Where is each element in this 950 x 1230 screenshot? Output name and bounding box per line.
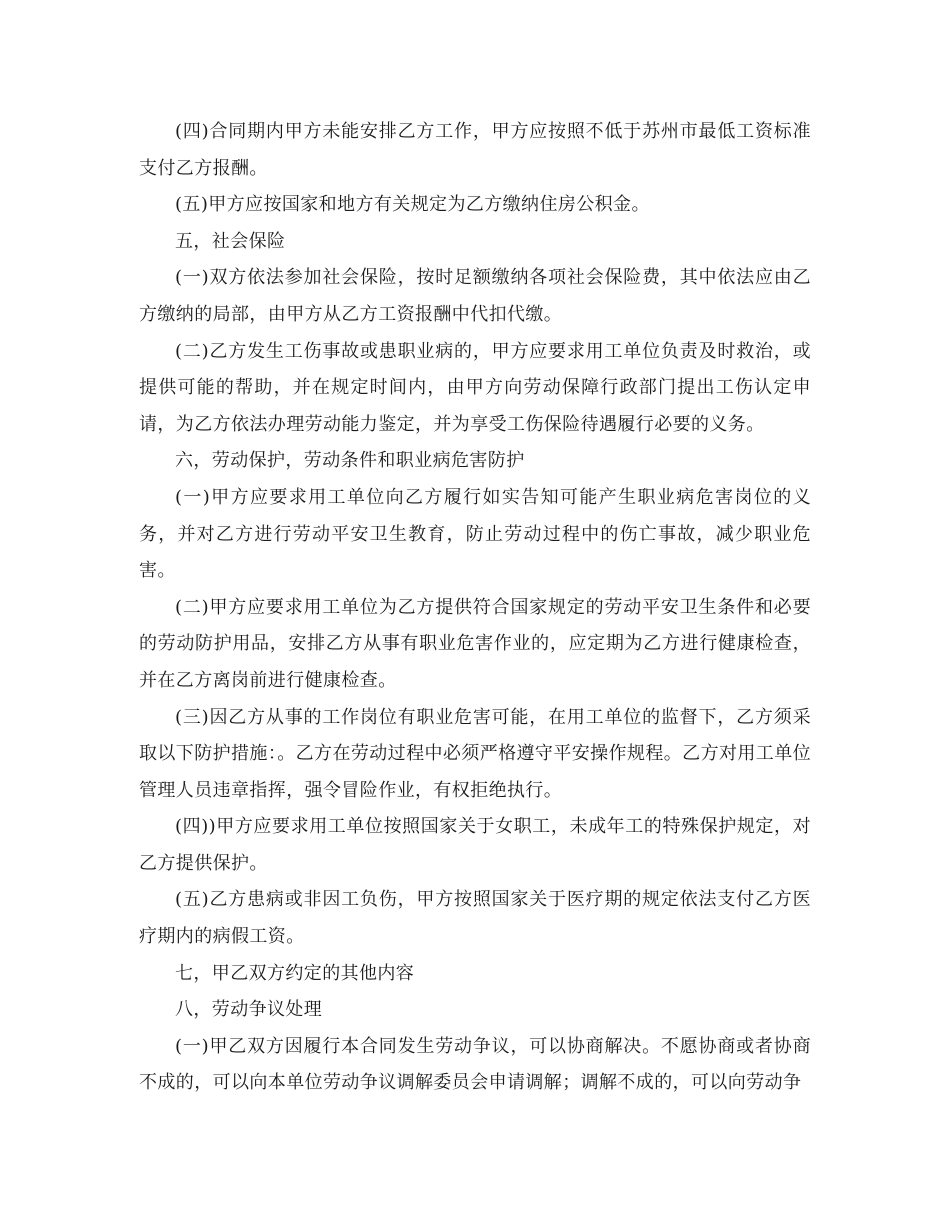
paragraph-2: (五)甲方应按国家和地方有关规定为乙方缴纳住房公积金。 (175, 194, 650, 216)
paragraph-6: (二)甲方应要求用工单位为乙方提供符合国家规定的劳动平安卫生条件和必要的劳动防护用品，安排乙方从事有职业危害作业的，应定期为乙方进行健康检查，并在乙方离岗前进行健康检查。 (139, 596, 811, 691)
section-heading-labor-protection: 六，劳动保护，劳动条件和职业病危害防护 (175, 450, 525, 472)
paragraph-3: (一)双方依法参加社会保险，按时足额缴纳各项社会保险费，其中依法应由乙方缴纳的局部，由甲方从乙方工资报酬中代扣代缴。 (139, 267, 811, 325)
paragraph-10: (一)甲乙双方因履行本合同发生劳动争议，可以协商解决。不愿协商或者协商不成的，可以向本单位劳动争议调解委员会申请调解；调解不成的，可以向劳动争 (139, 1035, 811, 1094)
section-heading-other-terms: 七，甲乙双方约定的其他内容 (175, 962, 415, 984)
section-heading-social-insurance: 五，社会保险 (175, 230, 286, 252)
paragraph-7: (三)因乙方从事的工作岗位有职业危害可能，在用工单位的监督下，乙方须采取以下防护措施：。乙方在劳动过程中必须严格遵守平安操作规程。乙方对用工单位管理人员违章指挥，强令冒险作业，有权拒绝执行。 (139, 706, 811, 801)
paragraph-5: (一)甲方应要求用工单位向乙方履行如实告知可能产生职业病危害岗位的义务，并对乙方进行劳动平安卫生教育，防止劳动过程中的伤亡事故，减少职业危害。 (139, 486, 811, 582)
paragraph-9: (五)乙方患病或非因工负伤，甲方按照国家关于医疗期的规定依法支付乙方医疗期内的病假工资。 (139, 889, 811, 948)
paragraph-4: (二)乙方发生工伤事故或患职业病的，甲方应要求用工单位负责及时救治，或提供可能的帮助，并在规定时间内，由甲方向劳动保障行政部门提出工伤认定申请，为乙方依法办理劳动能力鉴定，并为享受工伤保险待遇履行必要的义务。 (139, 340, 811, 435)
section-heading-dispute-handling: 八，劳动争议处理 (175, 999, 323, 1021)
paragraph-1: (四)合同期内甲方未能安排乙方工作，甲方应按照不低于苏州市最低工资标准支付乙方报酬。 (139, 121, 811, 179)
paragraph-8: (四))甲方应要求用工单位按照国家关于女职工，未成年工的特殊保护规定，对乙方提供保护。 (139, 816, 811, 874)
document-body (139, 114, 811, 1102)
